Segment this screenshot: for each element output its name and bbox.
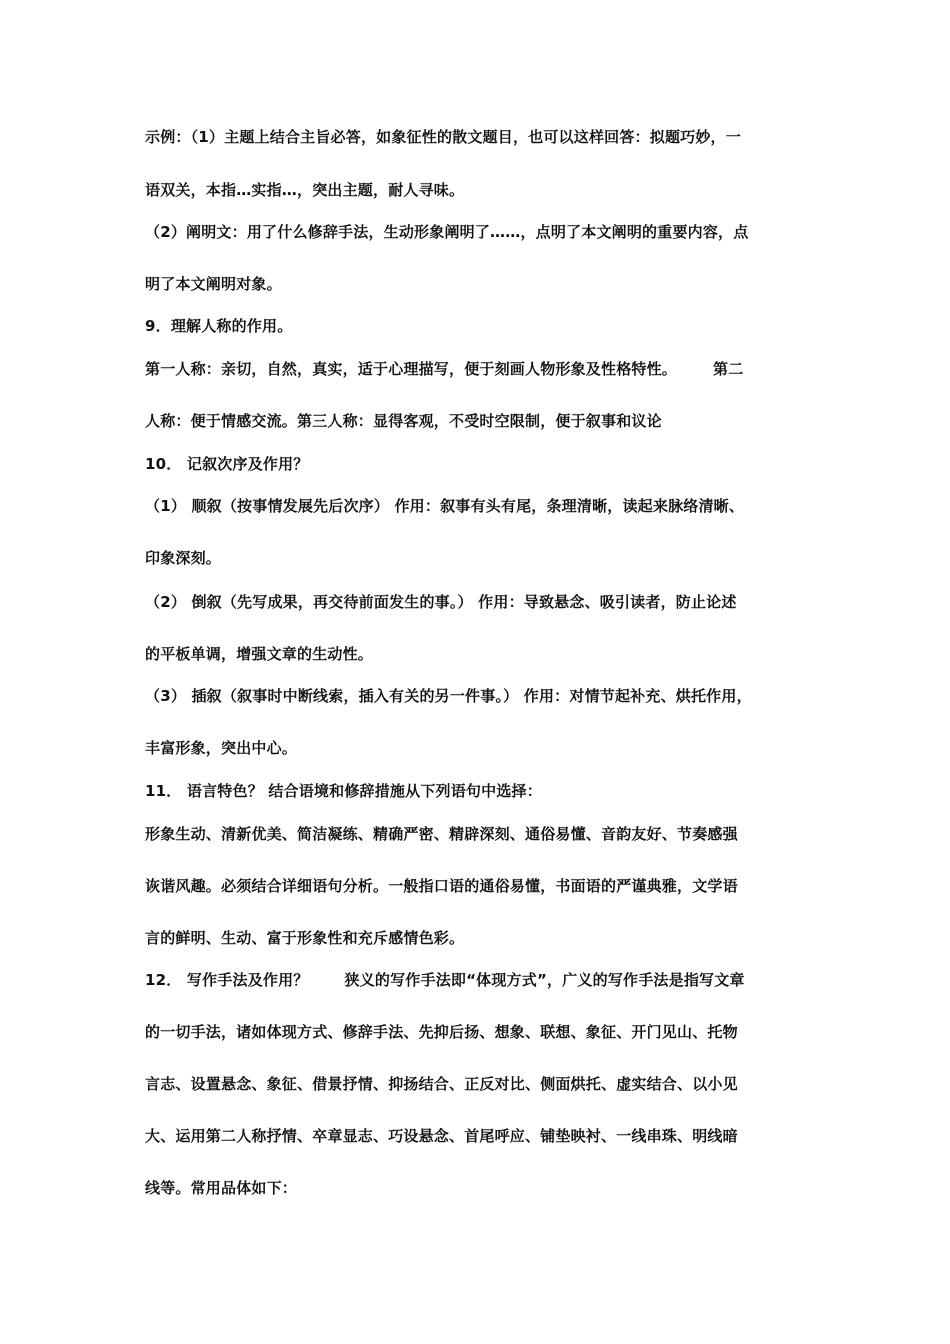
text-line: （1） 顺叙（按事情发展先后次序） 作用：叙事有头有尾，条理清晰，读起来脉络清晰、: [145, 497, 745, 515]
text-line: （3） 插叙（叙事时中断线索，插入有关的另一件事。） 作用：对情节起补充、烘托作用，: [145, 687, 752, 705]
text-line: 人称：便于情感交流。第三人称：显得客观，不受时空限制，便于叙事和议论: [145, 412, 662, 430]
text-segment: 第一人称：亲切，自然，真实，适于心理描写，便于刻画人物形象及性格特性。: [145, 360, 678, 378]
text-line: （2）阐明文：用了什么修辞手法，生动形象阐明了……，点明了本文阐明的重要内容，点: [145, 223, 749, 241]
text-line: 大、运用第二人称抒情、卒章显志、巧设悬念、首尾呼应、铺垫映衬、一线串珠、明线暗: [145, 1127, 738, 1145]
text-line: 明了本文阐明对象。: [145, 275, 282, 293]
text-segment: 12． 写作手法及作用？: [145, 971, 309, 989]
section-heading-11: 11． 语言特色？ 结合语境和修辞措施从下列语句中选择：: [145, 782, 542, 800]
text-line: （2） 倒叙（先写成果，再交待前面发生的事。） 作用：导致悬念、吸引读者，防止论述: [145, 593, 737, 611]
section-heading-12: [145, 970, 825, 990]
text-line: 印象深刻。: [145, 549, 222, 567]
section-heading-9: 9．理解人称的作用。: [145, 317, 293, 335]
text-line: 语双关，本指…实指…，突出主题，耐人寻味。: [145, 181, 465, 199]
text-line: 言志、设置悬念、象征、借景抒情、抑扬结合、正反对比、侧面烘托、虚实结合、以小见: [145, 1075, 738, 1093]
text-line: 言的鲜明、生动、富于形象性和充斥感情色彩。: [145, 929, 465, 947]
text-line: 诙谐风趣。必须结合详细语句分析。一般指口语的通俗易懂，书面语的严谨典雅，文学语: [145, 877, 738, 895]
text-line: 形象生动、清新优美、简洁凝练、精确严密、精辟深刻、通俗易懂、音韵友好、节奏感强: [145, 825, 738, 843]
text-segment: 狭义的写作手法即“体现方式”，广义的写作手法是指写文章: [344, 971, 745, 989]
text-line: 丰富形象，突出中心。: [145, 739, 298, 757]
text-line: 的一切手法，诸如体现方式、修辞手法、先抑后扬、想象、联想、象征、开门见山、托物: [145, 1023, 738, 1041]
text-line: 示例：（1）主题上结合主旨必答，如象征性的散文题目，也可以这样回答：拟题巧妙，一: [145, 128, 741, 146]
text-segment: 第二: [713, 360, 744, 378]
text-line: 的平板单调，增强文章的生动性。: [145, 645, 374, 663]
text-line: 线等。常用品体如下：: [145, 1179, 298, 1197]
text-line: [145, 359, 825, 379]
section-heading-10: 10． 记叙次序及作用？: [145, 455, 309, 473]
